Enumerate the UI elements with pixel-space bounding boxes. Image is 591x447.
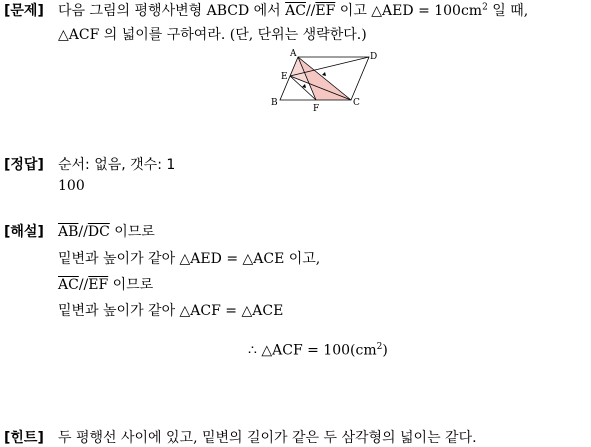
- explanation-text: 이므로: [108, 277, 154, 293]
- conclusion-text: ∴ △ACF = 100(cm: [248, 342, 377, 359]
- parallel-arrow-ac: [322, 72, 326, 76]
- explanation-text: 이므로: [109, 224, 155, 240]
- answer-value: 100: [58, 178, 85, 194]
- segment-ac: $\overline{AC}$: [58, 277, 79, 293]
- explanation-conclusion: [248, 342, 388, 359]
- point-e-label: E: [281, 72, 288, 82]
- point-b-label: B: [271, 98, 278, 108]
- problem-superscript: 2: [482, 2, 488, 13]
- parallel-symbol: //: [305, 3, 316, 19]
- answer-label: [정답]: [4, 157, 44, 173]
- segment-ab: $\overline{AB}$: [58, 224, 79, 240]
- problem-text-a: 다음 그림의 평행사변형 ABCD 에서: [58, 3, 286, 19]
- problem-label: [문제]: [4, 3, 44, 19]
- parallel-symbol: //: [78, 277, 89, 293]
- problem-line-1: [58, 0, 528, 20]
- answer-meta: 순서: 없음, 갯수: 1: [58, 157, 176, 173]
- problem-text-b: 이고 △AED = 100cm: [335, 3, 483, 19]
- point-c-label: C: [353, 98, 360, 108]
- explanation-line-4: 밑변과 높이가 같아 △ACF = △ACE: [58, 303, 284, 319]
- explanation-label: [해설]: [4, 224, 44, 240]
- problem-line-2: △ACF 의 넓이를 구하여라. (단, 단위는 생략한다.): [58, 27, 367, 43]
- segment-ac: $\overline{AC}$: [285, 3, 306, 19]
- point-a-label: A: [290, 49, 297, 59]
- hint-text: 두 평행선 사이에 있고, 밑변의 길이가 같은 두 삼각형의 넓이는 같다.: [58, 430, 477, 446]
- parallel-symbol: //: [78, 224, 88, 240]
- hint-label: [힌트]: [4, 430, 44, 446]
- explanation-line-3: [58, 274, 153, 294]
- conclusion-close: ): [382, 342, 388, 359]
- segment-ef: $\overline{EF}$: [88, 277, 109, 293]
- point-d-label: D: [370, 52, 378, 62]
- problem-text-c: 일 때,: [487, 3, 529, 19]
- segment-ef: $\overline{EF}$: [315, 3, 336, 19]
- explanation-line-1: [58, 221, 155, 241]
- segment-dc: $\overline{DC}$: [87, 224, 110, 240]
- explanation-line-2: 밑변과 높이가 같아 △AED = △ACE 이고,: [58, 251, 321, 267]
- parallelogram-figure: [268, 47, 378, 115]
- point-f-label: F: [313, 104, 320, 114]
- conclusion-superscript: 2: [376, 342, 383, 352]
